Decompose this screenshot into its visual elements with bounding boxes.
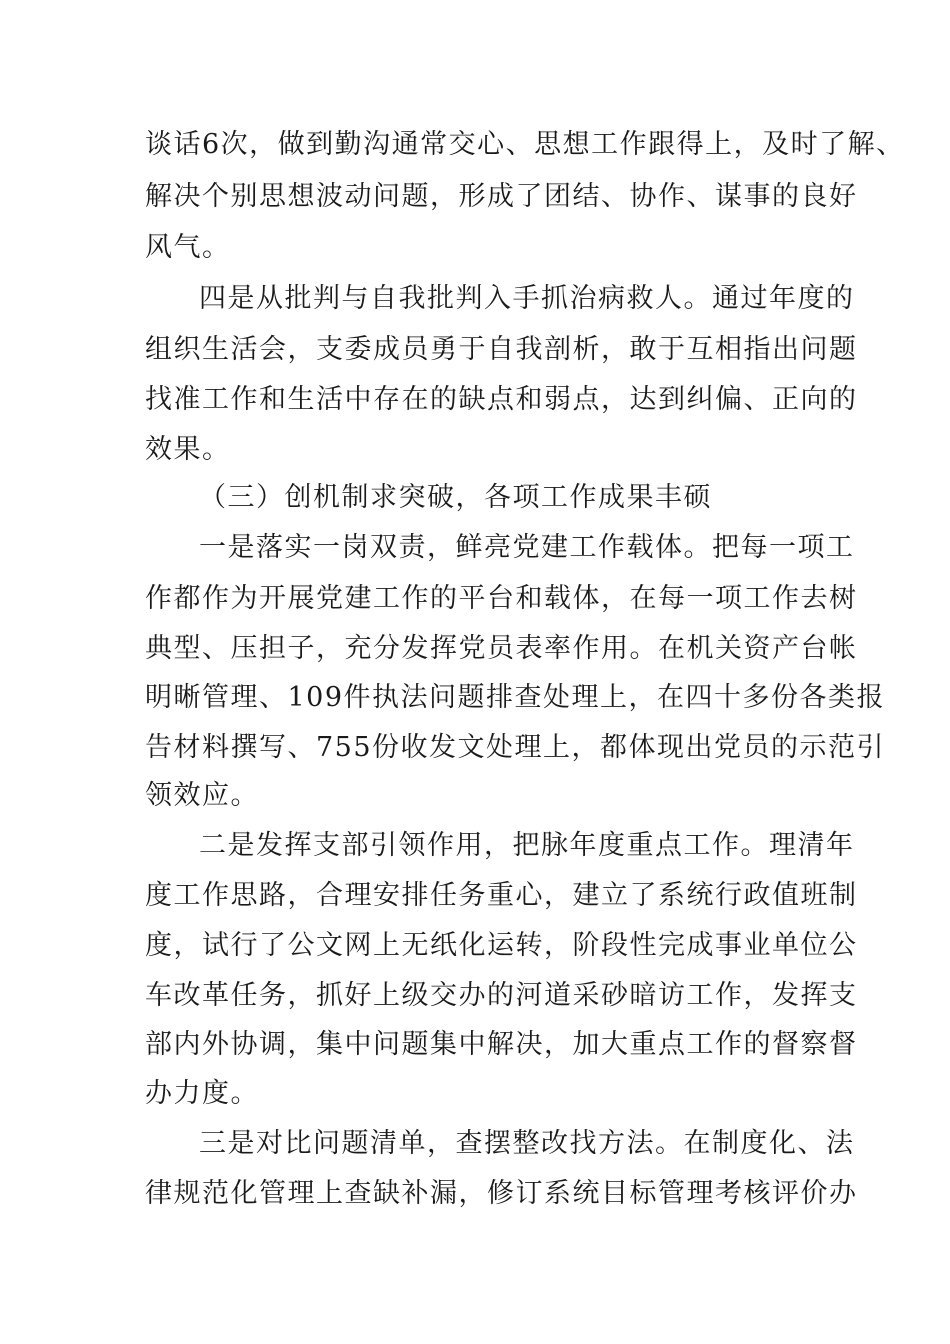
text-line: 典型、压担子，充分发挥党员表率作用。在机关资产台帐 — [145, 633, 858, 664]
text-line: 办力度。 — [145, 1078, 259, 1109]
text-line: 领效应。 — [145, 780, 259, 811]
text-line: 效果。 — [145, 434, 231, 465]
paragraph-first-line: 四是从批判与自我批判入手抓治病救人。通过年度的 — [199, 283, 855, 314]
paragraph-first-line: 一是落实一岗双责，鲜亮党建工作载体。把每一项工 — [199, 532, 855, 563]
text-line: 告材料撰写、755份收发文处理上，都体现出党员的示范引 — [145, 732, 886, 763]
paragraph-first-line: 二是发挥支部引领作用，把脉年度重点工作。理清年 — [199, 830, 855, 861]
text-line: 作都作为开展党建工作的平台和载体，在每一项工作去树 — [145, 583, 858, 614]
text-line: 明晰管理、109件执法问题排查处理上，在四十多份各类报 — [145, 682, 886, 713]
text-line: 律规范化管理上查缺补漏，修订系统目标管理考核评价办 — [145, 1178, 858, 1209]
text-line: 风气。 — [145, 232, 231, 263]
text-line: 度工作思路，合理安排任务重心，建立了系统行政值班制 — [145, 880, 858, 911]
section-heading: （三）创机制求突破，各项工作成果丰硕 — [199, 482, 712, 513]
text-line: 度，试行了公文网上无纸化运转，阶段性完成事业单位公 — [145, 930, 858, 961]
text-line: 组织生活会，支委成员勇于自我剖析，敢于互相指出问题 — [145, 334, 858, 365]
paragraph-first-line: 三是对比问题清单，查摆整改找方法。在制度化、法 — [199, 1128, 855, 1159]
text-line: 车改革任务，抓好上级交办的河道采砂暗访工作，发挥支 — [145, 980, 858, 1011]
text-line: 谈话6次，做到勤沟通常交心、思想工作跟得上，及时了解、 — [145, 129, 905, 160]
text-line: 找准工作和生活中存在的缺点和弱点，达到纠偏、正向的 — [145, 384, 858, 415]
text-line: 解决个别思想波动问题，形成了团结、协作、谋事的良好 — [145, 181, 858, 212]
text-line: 部内外协调，集中问题集中解决，加大重点工作的督察督 — [145, 1029, 858, 1060]
